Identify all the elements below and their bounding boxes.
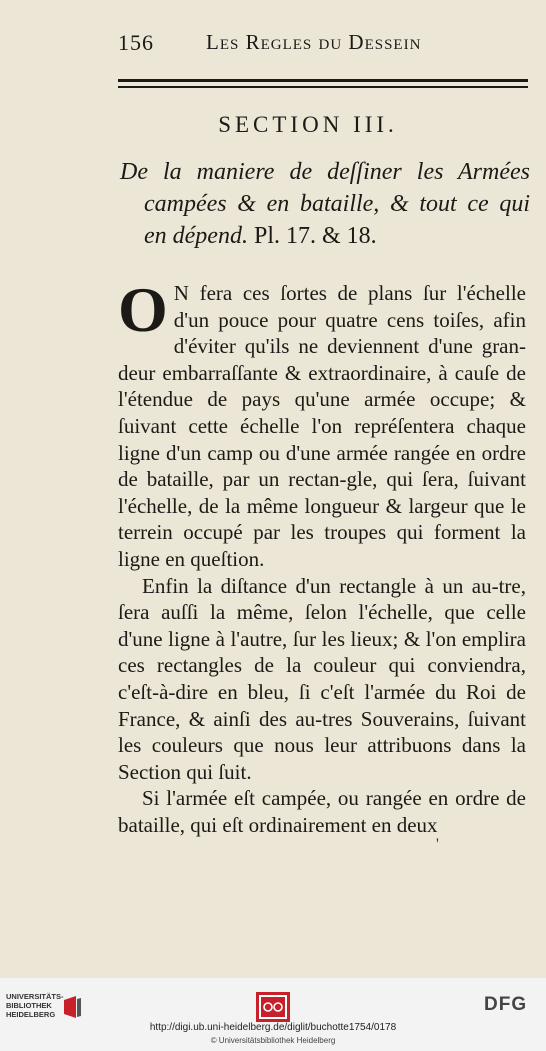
section-title: SECTION III. [218, 112, 398, 137]
digitization-footer [0, 978, 546, 1051]
drop-cap: O [118, 274, 168, 345]
subtitle-line-3 [120, 220, 530, 252]
subtitle-line-2: campées & en bataille, & tout ce qui [144, 191, 530, 217]
creative-commons-icon[interactable] [256, 992, 290, 1022]
running-title: Les Regles du Dessein [206, 30, 422, 54]
page-header [118, 30, 466, 58]
library-logo-text: UNIVERSITÄTS-BIBLIOTHEK HEIDELBERG [6, 992, 64, 1019]
page-number: 156 [118, 30, 154, 55]
header-rule-thick [118, 79, 528, 82]
dfg-logo[interactable]: DFG [484, 994, 528, 1015]
paragraph-1 [118, 274, 526, 573]
paragraph-2: Enfin la diſtance d'un rectangle à un au-tre, ſera auſſi la même, ſelon l'échelle, que celle d'une ligne à l'autre, ſur les lieux; & l'on emplira ces rectangles de la couleur qui conviendra, c'eſt-à-dire en bleu, ſi c'eſt l'armée du Roi de France, & ainſi des au-tres Souverains, ſuivant les couleurs que nous leur attribuons dans la Section qui ſuit. [118, 573, 526, 784]
permalink-url[interactable]: http://digi.ub.uni-heidelberg.de/diglit/buchotte1754/0178 [149, 1022, 397, 1033]
paragraph-3: Si l'armée eſt campée, ou rangée en ordre de bataille, qui eſt ordinairement en deux [118, 786, 526, 837]
section-subtitle [120, 156, 530, 252]
library-logo[interactable] [6, 988, 96, 1024]
stray-mark: ' [436, 836, 439, 853]
body-text [118, 274, 526, 838]
subtitle-line-1: De la maniere de deſſiner les Armées [120, 159, 530, 185]
subtitle-line-3-plates: Pl. 17. & 18. [247, 223, 377, 249]
header-rule-thin [118, 86, 528, 88]
copyright-notice: © Universitätsbibliothek Heidelberg [210, 1036, 336, 1045]
subtitle-line-3-italic: en dépend. [144, 223, 248, 249]
library-logo-icon [62, 996, 82, 1018]
paragraph-1-text: N fera ces ſortes de plans ſur l'échelle d'un pouce pour quatre cens toiſes, afin d'éviter qu'ils ne deviennent d'une gran-deur embarraſſante & extraordinaire, à cauſe de l'étendue de pays qu'une armée occupe; & ſuivant cette échelle l'on repréſentera chaque ligne d'un camp ou d'une armée rangée en ordre de bataille, par un rectan-gle, qui ſera, ſuivant l'échelle, de la même longueur & largeur que le terrein occupé par les troupes qui forment la ligne en queſtion. [118, 281, 526, 571]
